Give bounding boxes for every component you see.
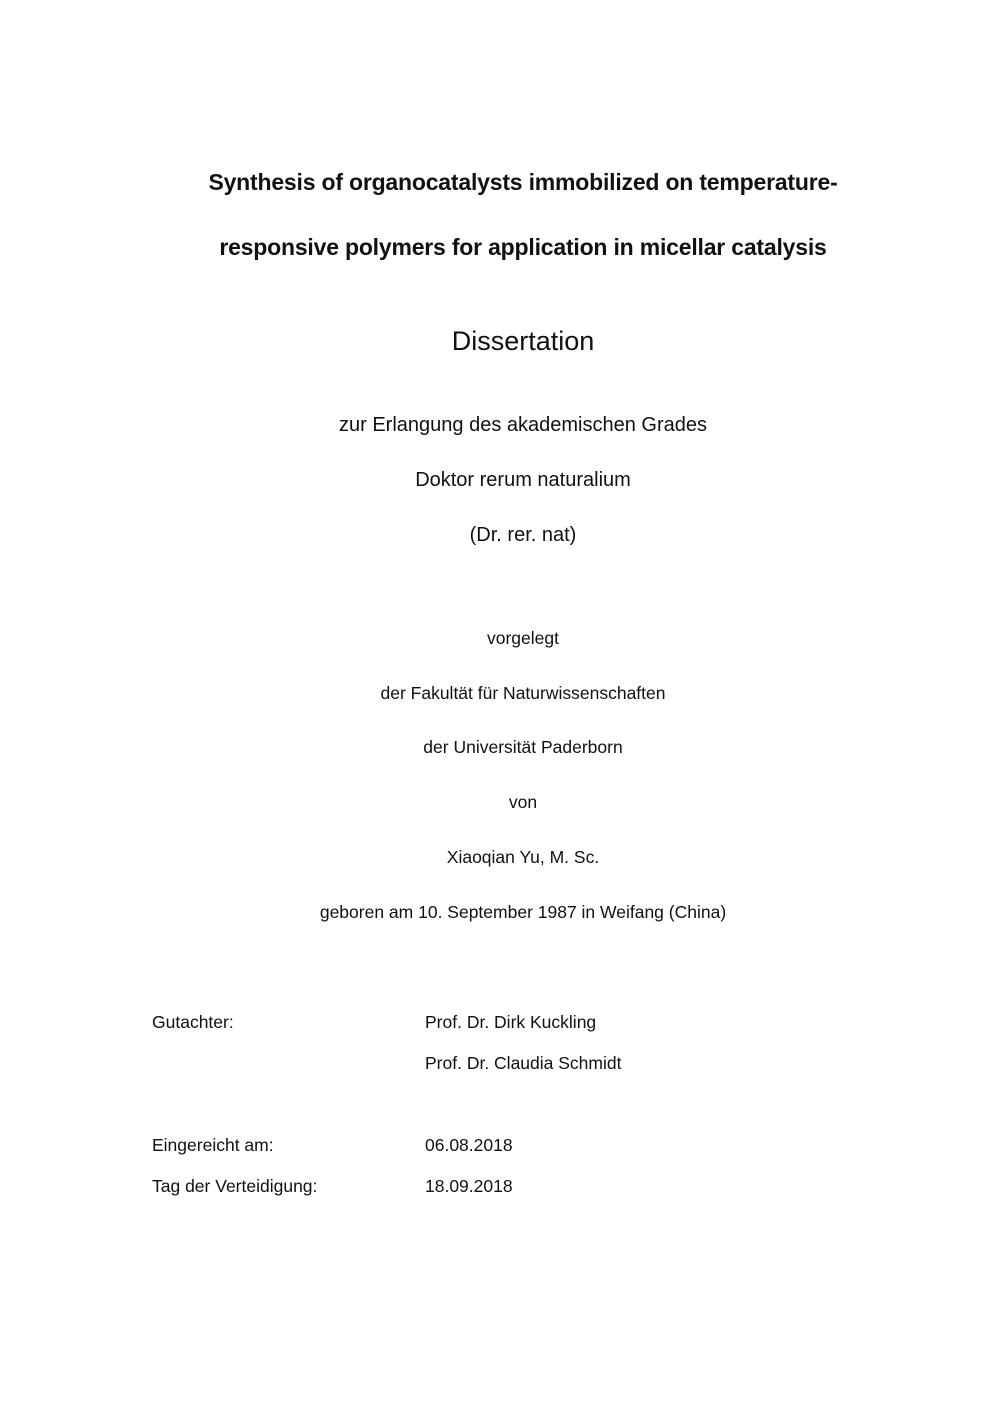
degree-line-3: (Dr. rer. nat) [469,524,577,546]
thesis-title-line-2: responsive polymers for application in micellar catalysis [219,234,827,260]
author-name: Xiaoqian Yu, M. Sc. [446,847,600,867]
submitted-date: 06.08.2018 [425,1135,513,1155]
thesis-title-line-1: Synthesis of organocatalysts immobilized on temperature- [208,169,838,195]
submitted-label: Eingereicht am: [152,1135,274,1155]
degree-line-1: zur Erlangung des akademischen Grades [339,414,707,436]
reviewer-2: Prof. Dr. Claudia Schmidt [425,1053,622,1073]
defense-date: 18.09.2018 [425,1176,513,1196]
submission-university: der Universität Paderborn [423,737,623,757]
document-type: Dissertation [451,326,595,356]
submission-von: von [508,792,538,812]
reviewers-label: Gutachter: [152,1012,234,1032]
submission-vorgelegt: vorgelegt [487,628,559,648]
author-birth-info: geboren am 10. September 1987 in Weifang (China) [319,902,727,922]
submission-faculty: der Fakultät für Naturwissenschaften [380,683,666,703]
reviewer-1: Prof. Dr. Dirk Kuckling [425,1012,597,1032]
degree-line-2: Doktor rerum naturalium [415,469,631,491]
defense-label: Tag der Verteidigung: [152,1176,318,1196]
